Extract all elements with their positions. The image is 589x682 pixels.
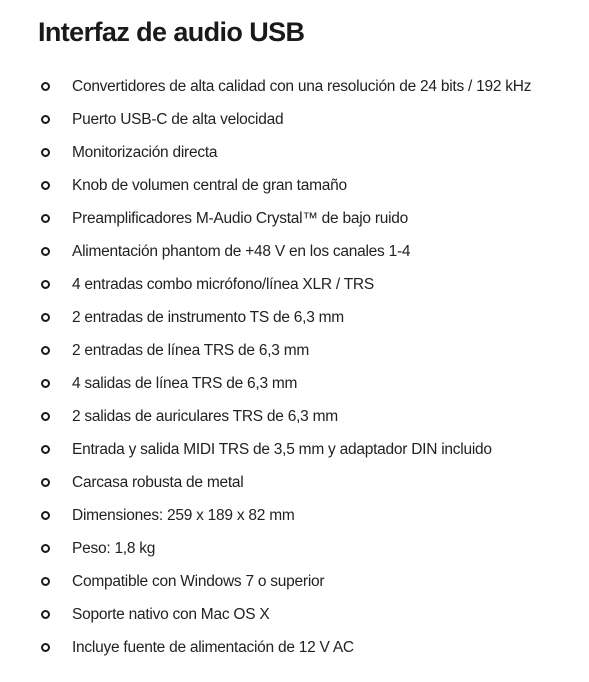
- feature-text: 4 salidas de línea TRS de 6,3 mm: [72, 374, 298, 392]
- hollow-circle-bullet-icon: [41, 511, 50, 520]
- hollow-circle-bullet-icon: [41, 181, 50, 190]
- feature-text: 2 salidas de auriculares TRS de 6,3 mm: [72, 407, 338, 425]
- list-item: [38, 565, 583, 598]
- hollow-circle-bullet-icon: [41, 544, 50, 553]
- feature-text: Alimentación phantom de +48 V en los canales 1-4: [72, 242, 411, 260]
- list-item: [38, 169, 583, 202]
- page-title: Interfaz de audio USB: [38, 17, 305, 47]
- list-item: [38, 70, 583, 103]
- feature-text: Incluye fuente de alimentación de 12 V AC: [72, 638, 354, 656]
- feature-text: 4 entradas combo micrófono/línea XLR / TRS: [72, 275, 374, 293]
- feature-list: [38, 70, 583, 664]
- feature-text: Carcasa robusta de metal: [72, 473, 244, 491]
- feature-text: Dimensiones: 259 x 189 x 82 mm: [72, 506, 295, 524]
- list-item: [38, 499, 583, 532]
- list-item: [38, 532, 583, 565]
- hollow-circle-bullet-icon: [41, 148, 50, 157]
- hollow-circle-bullet-icon: [41, 445, 50, 454]
- list-item: [38, 235, 583, 268]
- feature-text: 2 entradas de línea TRS de 6,3 mm: [72, 341, 310, 359]
- hollow-circle-bullet-icon: [41, 412, 50, 421]
- list-item: [38, 334, 583, 367]
- list-item: [38, 466, 583, 499]
- list-item: [38, 103, 583, 136]
- hollow-circle-bullet-icon: [41, 346, 50, 355]
- list-item: [38, 631, 583, 664]
- list-item: [38, 367, 583, 400]
- hollow-circle-bullet-icon: [41, 115, 50, 124]
- feature-text: 2 entradas de instrumento TS de 6,3 mm: [72, 308, 344, 326]
- list-item: [38, 433, 583, 466]
- hollow-circle-bullet-icon: [41, 247, 50, 256]
- hollow-circle-bullet-icon: [41, 478, 50, 487]
- feature-text: Soporte nativo con Mac OS X: [72, 605, 270, 623]
- list-item: [38, 598, 583, 631]
- feature-text: Peso: 1,8 kg: [72, 539, 156, 557]
- feature-text: Compatible con Windows 7 o superior: [72, 572, 325, 590]
- hollow-circle-bullet-icon: [41, 280, 50, 289]
- list-item: [38, 301, 583, 334]
- hollow-circle-bullet-icon: [41, 82, 50, 91]
- list-item: [38, 268, 583, 301]
- list-item: [38, 136, 583, 169]
- feature-text: Preamplificadores M-Audio Crystal™ de bajo ruido: [72, 209, 409, 227]
- feature-text: Puerto USB-C de alta velocidad: [72, 110, 284, 128]
- list-item: [38, 202, 583, 235]
- hollow-circle-bullet-icon: [41, 577, 50, 586]
- hollow-circle-bullet-icon: [41, 643, 50, 652]
- hollow-circle-bullet-icon: [41, 313, 50, 322]
- list-item: [38, 400, 583, 433]
- feature-text: Entrada y salida MIDI TRS de 3,5 mm y adaptador DIN incluido: [72, 440, 492, 458]
- hollow-circle-bullet-icon: [41, 214, 50, 223]
- feature-text: Monitorización directa: [72, 143, 218, 161]
- hollow-circle-bullet-icon: [41, 379, 50, 388]
- feature-text: Convertidores de alta calidad con una resolución de 24 bits / 192 kHz: [72, 77, 532, 95]
- feature-text: Knob de volumen central de gran tamaño: [72, 176, 347, 194]
- hollow-circle-bullet-icon: [41, 610, 50, 619]
